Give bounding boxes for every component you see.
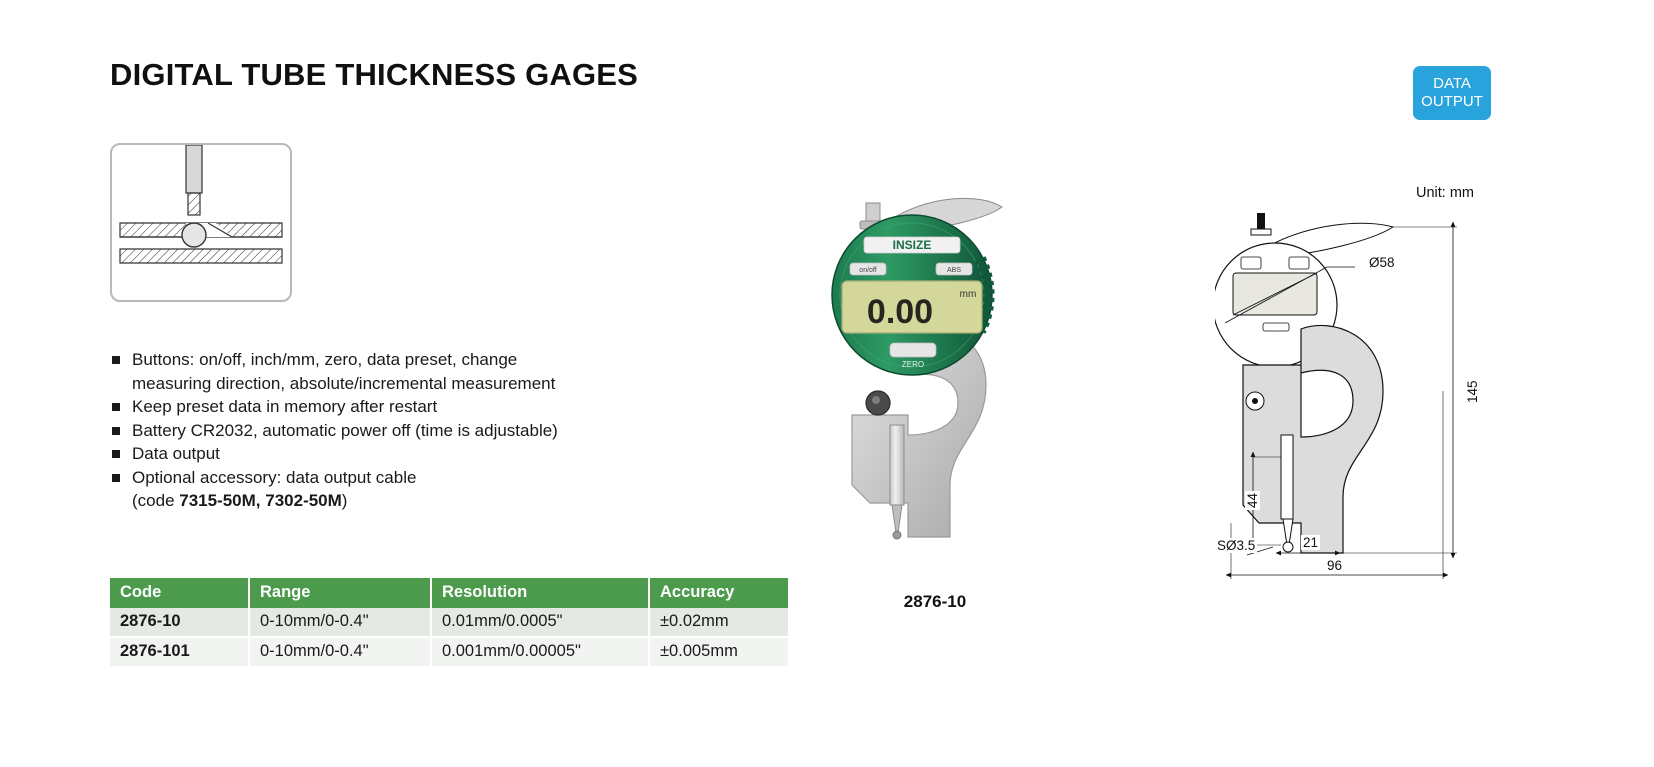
dim-depth: 44 — [1245, 492, 1260, 508]
badge-line-1: DATA — [1433, 75, 1471, 92]
zero-button-label: ZERO — [901, 360, 925, 369]
onoff-button-label: on/off — [859, 267, 877, 274]
list-item — [110, 419, 690, 443]
bullet-square-icon — [112, 356, 120, 364]
bullet-square-icon — [112, 403, 120, 411]
cell-range: 0-10mm/0-0.4" — [249, 608, 431, 637]
feature-text: Keep preset data in memory after restart — [132, 397, 438, 416]
cell-resolution: 0.001mm/0.00005" — [431, 637, 649, 667]
list-item — [110, 466, 690, 513]
column-header-accuracy: Accuracy — [649, 578, 788, 608]
bullet-square-icon — [112, 427, 120, 435]
cell-accuracy: ±0.02mm — [649, 608, 788, 637]
dim-height: 145 — [1465, 380, 1480, 403]
specification-table — [110, 578, 788, 668]
column-header-code: Code — [110, 578, 249, 608]
cell-code: 2876-101 — [110, 637, 249, 667]
product-photo-svg — [790, 185, 1080, 565]
feature-text: Data output — [132, 444, 220, 463]
bullet-square-icon — [112, 450, 120, 458]
application-diagram — [110, 143, 292, 302]
cell-range: 0-10mm/0-0.4" — [249, 637, 431, 667]
product-caption: 2876-10 — [903, 592, 967, 611]
cell-accuracy: ±0.005mm — [649, 637, 788, 667]
table-row — [110, 637, 788, 667]
table-row — [110, 608, 788, 637]
unit-label: Unit: mm — [1416, 185, 1474, 201]
bullet-square-icon — [112, 474, 120, 482]
dim-width: 96 — [1327, 558, 1343, 573]
list-item — [110, 442, 690, 466]
cell-resolution: 0.01mm/0.0005" — [431, 608, 649, 637]
abs-button-label: ABS — [946, 267, 962, 274]
badge-line-2: OUTPUT — [1421, 93, 1483, 110]
technical-drawing — [1215, 205, 1545, 595]
accessory-codes: 7315-50M, 7302-50M — [179, 491, 342, 510]
feature-text-cont: measuring direction, absolute/incremental measurement — [132, 373, 556, 393]
page-title: DIGITAL TUBE THICKNESS GAGES — [110, 57, 639, 92]
list-item — [110, 395, 690, 419]
table-header-row — [110, 578, 788, 608]
feature-text: Battery CR2032, automatic power off (time is adjustable) — [132, 420, 558, 440]
dim-throat: 21 — [1303, 535, 1319, 550]
feature-text: Buttons: on/off, inch/mm, zero, data preset, change — [132, 350, 518, 369]
dim-diameter: Ø58 — [1369, 255, 1395, 270]
application-diagram-svg — [112, 145, 290, 300]
feature-text: Optional accessory: data output cable — [132, 467, 417, 487]
dim-ball: SØ3.5 — [1217, 538, 1256, 553]
data-output-badge — [1413, 66, 1491, 120]
feature-list — [110, 348, 690, 513]
lcd-unit: mm — [959, 289, 977, 300]
column-header-range: Range — [249, 578, 431, 608]
feature-text-cont: (code 7315-50M, 7302-50M) — [132, 491, 348, 510]
column-header-resolution: Resolution — [431, 578, 649, 608]
list-item — [110, 348, 690, 395]
lcd-value: 0.00 — [866, 293, 934, 331]
product-photo — [790, 185, 1080, 565]
cell-code: 2876-10 — [110, 608, 249, 637]
brand-label: INSIZE — [892, 238, 932, 252]
